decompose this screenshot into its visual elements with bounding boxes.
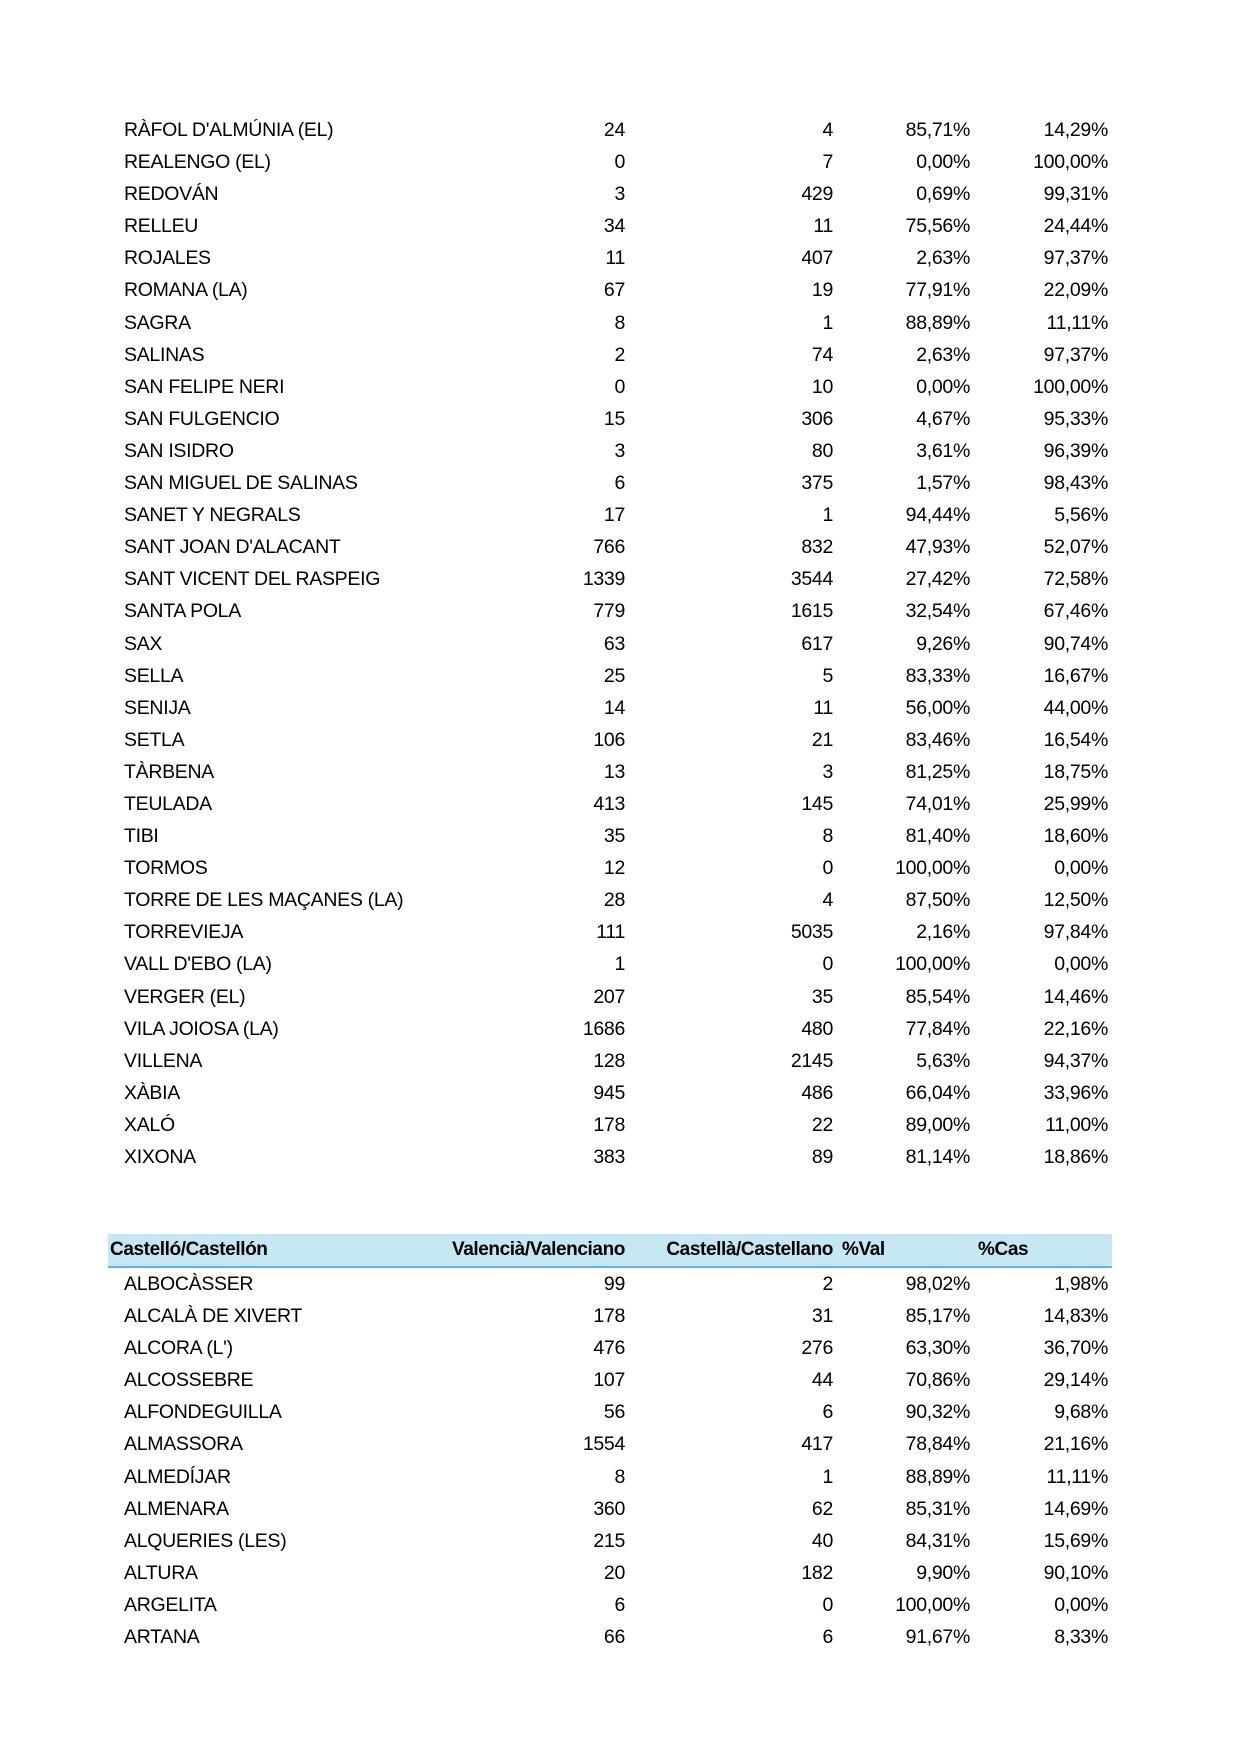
valenciano-cell: 111 [596,921,625,944]
header-municipality: Castelló/Castellón [110,1239,268,1260]
pct-cas-cell: 36,70% [1043,1337,1108,1360]
valenciano-cell: 0 [614,375,625,398]
valenciano-cell: 2 [614,343,625,366]
castellano-cell: 7 [822,151,833,174]
valenciano-cell: 6 [614,1593,625,1616]
table-row [108,371,1112,403]
valenciano-cell: 63 [603,632,625,655]
pct-cas-cell: 8,33% [1054,1626,1108,1649]
pct-val-cell: 85,54% [905,985,970,1008]
municipality-cell: ALQUERIES (LES) [124,1529,287,1552]
valenciano-cell: 0 [614,151,625,174]
pct-cas-cell: 97,84% [1043,921,1108,944]
municipality-cell: TEULADA [124,792,212,815]
pct-cas-cell: 12,50% [1043,889,1108,912]
table-row [108,339,1112,371]
castellano-cell: 11 [813,696,833,719]
municipality-cell: RÀFOL D'ALMÚNIA (EL) [124,119,334,141]
castellano-cell: 40 [811,1529,833,1552]
municipality-cell: XÀBIA [124,1081,180,1104]
municipality-cell: TÀRBENA [124,760,215,783]
table-row [108,916,1112,948]
pct-cas-cell: 98,43% [1043,472,1108,495]
municipality-cell: SETLA [124,728,185,751]
pct-cas-cell: 11,11% [1046,311,1108,334]
castellano-cell: 10 [811,375,833,398]
municipality-cell: VILA JOIOSA (LA) [124,1017,279,1040]
table-row [108,1077,1112,1109]
table-row [108,1268,1112,1300]
table-row [108,1109,1112,1141]
municipality-cell: SAGRA [124,311,191,334]
castellano-cell: 74 [811,343,833,366]
castellano-cell: 5035 [790,921,833,944]
pct-val-cell: 83,33% [905,664,970,687]
castellano-cell: 4 [822,119,833,141]
valenciano-cell: 17 [603,504,625,527]
castellano-cell: 306 [801,407,833,430]
table-body [108,1268,1112,1653]
castellano-cell: 22 [811,1113,833,1136]
valenciano-cell: 35 [603,825,625,848]
pct-cas-cell: 97,37% [1043,343,1108,366]
table-row [108,1013,1112,1045]
pct-cas-cell: 0,00% [1054,857,1108,880]
castellano-cell: 1 [822,1465,833,1488]
castellano-cell: 35 [811,985,833,1008]
table-row [108,1141,1112,1173]
pct-cas-cell: 67,46% [1043,600,1108,623]
castellano-cell: 19 [811,279,833,302]
pct-cas-cell: 90,74% [1043,632,1108,655]
pct-cas-cell: 18,75% [1043,760,1108,783]
municipality-cell: RELLEU [124,215,199,238]
table-row [108,628,1112,660]
valenciano-cell: 34 [603,215,625,238]
castellano-cell: 1 [822,504,833,527]
table-row [108,1364,1112,1396]
municipality-cell: ALCORA (L') [124,1337,233,1360]
castellano-cell: 8 [822,825,833,848]
municipality-cell: SAX [124,632,163,655]
pct-val-cell: 27,42% [905,568,970,591]
pct-val-cell: 70,86% [905,1369,970,1392]
castellano-cell: 407 [801,247,833,270]
valenciano-cell: 106 [593,728,625,751]
pct-val-cell: 85,71% [905,119,970,141]
pct-val-cell: 63,30% [905,1337,970,1360]
valenciano-cell: 945 [593,1081,625,1104]
pct-cas-cell: 44,00% [1043,696,1108,719]
municipality-cell: REDOVÁN [124,183,219,206]
pct-val-cell: 84,31% [905,1529,970,1552]
table-row [108,1557,1112,1589]
pct-val-cell: 77,91% [905,279,970,302]
pct-val-cell: 94,44% [905,504,970,527]
municipality-cell: TORREVIEJA [124,921,244,944]
castellano-cell: 375 [801,472,833,495]
valenciano-cell: 476 [593,1337,625,1360]
valenciano-cell: 99 [603,1273,625,1295]
pct-cas-cell: 24,44% [1043,215,1108,238]
table-row [108,1300,1112,1332]
valenciano-cell: 207 [593,985,625,1008]
pct-val-cell: 66,04% [905,1081,970,1104]
castellano-cell: 4 [822,889,833,912]
castellon-table [108,1234,1112,1653]
pct-cas-cell: 52,07% [1043,536,1108,559]
municipality-cell: ALFONDEGUILLA [124,1401,282,1424]
pct-cas-cell: 90,10% [1043,1561,1108,1584]
municipality-cell: ALMENARA [124,1497,229,1520]
valenciano-cell: 13 [603,760,625,783]
table-row [108,1396,1112,1428]
pct-val-cell: 3,61% [916,439,970,462]
pct-val-cell: 100,00% [895,953,970,976]
municipality-cell: REALENGO (EL) [124,151,271,174]
pct-cas-cell: 9,68% [1054,1401,1108,1424]
valenciano-cell: 8 [614,1465,625,1488]
valenciano-cell: 178 [593,1305,625,1328]
castellano-cell: 0 [822,953,833,976]
valenciano-cell: 66 [603,1626,625,1649]
castellano-cell: 832 [801,536,833,559]
pct-cas-cell: 33,96% [1043,1081,1108,1104]
castellano-cell: 80 [811,439,833,462]
table-row [108,1525,1112,1557]
pct-cas-cell: 14,29% [1043,119,1108,141]
valenciano-cell: 24 [603,119,625,141]
pct-val-cell: 2,63% [916,247,970,270]
table-row [108,788,1112,820]
castellano-cell: 276 [801,1337,833,1360]
pct-cas-cell: 22,16% [1043,1017,1108,1040]
castellano-cell: 21 [811,728,833,751]
pct-cas-cell: 29,14% [1043,1369,1108,1392]
pct-val-cell: 91,67% [905,1626,970,1649]
municipality-cell: SANET Y NEGRALS [124,504,301,527]
castellano-cell: 5 [822,664,833,687]
table-row [108,467,1112,499]
table-row [108,852,1112,884]
castellano-cell: 480 [801,1017,833,1040]
municipality-cell: TIBI [124,825,159,848]
valenciano-cell: 14 [603,696,625,719]
pct-val-cell: 83,46% [905,728,970,751]
valenciano-cell: 6 [614,472,625,495]
valenciano-cell: 766 [593,536,625,559]
municipality-cell: TORRE DE LES MAÇANES (LA) [124,889,404,912]
pct-cas-cell: 99,31% [1043,183,1108,206]
pct-cas-cell: 18,86% [1043,1146,1108,1168]
pct-val-cell: 77,84% [905,1017,970,1040]
table-row [108,499,1112,531]
table-row [108,756,1112,788]
table-row [108,1461,1112,1493]
municipality-cell: ALMEDÍJAR [124,1465,231,1488]
pct-cas-cell: 72,58% [1043,568,1108,591]
valenciano-cell: 11 [605,247,625,270]
municipality-cell: SAN ISIDRO [124,439,234,462]
valenciano-cell: 20 [603,1561,625,1584]
castellano-cell: 1 [822,311,833,334]
municipality-cell: SAN FULGENCIO [124,407,280,430]
table-row [108,178,1112,210]
castellano-cell: 0 [822,1593,833,1616]
table-row [108,692,1112,724]
pct-cas-cell: 18,60% [1043,825,1108,848]
pct-cas-cell: 94,37% [1043,1049,1108,1072]
table-row [108,1045,1112,1077]
pct-cas-cell: 14,83% [1043,1305,1108,1328]
pct-val-cell: 85,17% [905,1305,970,1328]
valenciano-cell: 128 [593,1049,625,1072]
valenciano-cell: 1554 [582,1433,625,1456]
castellano-cell: 1615 [790,600,833,623]
table-row [108,274,1112,306]
pct-cas-cell: 96,39% [1043,439,1108,462]
pct-val-cell: 89,00% [905,1113,970,1136]
castellano-cell: 429 [801,183,833,206]
pct-val-cell: 2,16% [916,921,970,944]
castellano-cell: 145 [801,792,833,815]
valenciano-cell: 8 [614,311,625,334]
pct-val-cell: 81,40% [905,825,970,848]
municipality-cell: SAN MIGUEL DE SALINAS [124,472,358,495]
municipality-cell: TORMOS [124,857,208,880]
castellano-cell: 6 [822,1626,833,1649]
table-row [108,563,1112,595]
pct-val-cell: 5,63% [916,1049,970,1072]
table-row [108,948,1112,980]
pct-cas-cell: 100,00% [1033,375,1108,398]
municipality-cell: VILLENA [124,1049,203,1072]
castellano-cell: 62 [811,1497,833,1520]
municipality-cell: SAN FELIPE NERI [124,375,285,398]
municipality-cell: ALMASSORA [124,1433,243,1456]
table-row [108,1621,1112,1653]
pct-cas-cell: 97,37% [1043,247,1108,270]
pct-val-cell: 1,57% [916,472,970,495]
municipality-cell: SANT JOAN D'ALACANT [124,536,341,559]
castellano-cell: 3544 [790,568,833,591]
municipality-cell: ALBOCÀSSER [124,1273,254,1295]
municipality-cell: SANTA POLA [124,600,241,623]
table-row [108,884,1112,916]
pct-cas-cell: 5,56% [1054,504,1108,527]
pct-cas-cell: 100,00% [1033,151,1108,174]
pct-val-cell: 32,54% [905,600,970,623]
pct-val-cell: 100,00% [895,857,970,880]
valenciano-cell: 1 [614,953,625,976]
pct-cas-cell: 25,99% [1043,792,1108,815]
pct-val-cell: 100,00% [895,1593,970,1616]
header-valenciano: Valencià/Valenciano [451,1239,625,1260]
pct-val-cell: 4,67% [916,407,970,430]
table-row [108,1493,1112,1525]
pct-cas-cell: 0,00% [1054,953,1108,976]
table-row [108,210,1112,242]
valenciano-cell: 383 [593,1146,625,1168]
municipality-cell: ROMANA (LA) [124,279,248,302]
valenciano-cell: 215 [593,1529,625,1552]
castellano-cell: 617 [801,632,833,655]
valenciano-cell: 3 [614,439,625,462]
pct-val-cell: 98,02% [905,1273,970,1295]
pct-cas-cell: 22,09% [1043,279,1108,302]
valenciano-cell: 107 [593,1369,625,1392]
valenciano-cell: 779 [593,600,625,623]
table-row [108,146,1112,178]
valenciano-cell: 360 [593,1497,625,1520]
castellano-cell: 89 [811,1146,833,1168]
header-pct-val: %Val [842,1239,885,1260]
table-row [108,820,1112,852]
pct-val-cell: 88,89% [905,1465,970,1488]
table-row [108,981,1112,1013]
table-row [108,531,1112,563]
valenciano-cell: 178 [593,1113,625,1136]
pct-cas-cell: 11,11% [1046,1465,1108,1488]
castellano-cell: 0 [822,857,833,880]
municipality-cell: ALTURA [124,1561,198,1584]
valenciano-cell: 3 [614,183,625,206]
municipality-cell: SALINAS [124,343,205,366]
pct-cas-cell: 16,67% [1043,664,1108,687]
castellano-cell: 11 [813,215,833,238]
valenciano-cell: 67 [603,279,625,302]
valenciano-cell: 28 [603,889,625,912]
pct-val-cell: 88,89% [905,311,970,334]
pct-val-cell: 74,01% [905,792,970,815]
castellano-cell: 486 [801,1081,833,1104]
pct-val-cell: 81,14% [905,1146,970,1168]
castellano-cell: 2 [822,1273,833,1295]
pct-cas-cell: 11,00% [1045,1113,1108,1136]
valenciano-cell: 12 [603,857,625,880]
municipality-cell: ARTANA [124,1626,200,1649]
pct-cas-cell: 14,46% [1043,985,1108,1008]
pct-val-cell: 85,31% [905,1497,970,1520]
pct-cas-cell: 14,69% [1043,1497,1108,1520]
table-row [108,242,1112,274]
castellano-cell: 417 [801,1433,833,1456]
municipality-cell: XALÓ [124,1113,175,1136]
pct-val-cell: 0,69% [916,183,970,206]
valenciano-cell: 15 [603,407,625,430]
table-row [108,595,1112,627]
municipality-cell: VALL D'EBO (LA) [124,953,272,976]
pct-val-cell: 56,00% [905,696,970,719]
castellano-cell: 3 [822,760,833,783]
municipality-cell: VERGER (EL) [124,985,246,1008]
pct-cas-cell: 15,69% [1043,1529,1108,1552]
table-row [108,1428,1112,1460]
pct-val-cell: 47,93% [905,536,970,559]
castellano-cell: 182 [801,1561,833,1584]
castellano-cell: 44 [811,1369,833,1392]
municipality-cell: SELLA [124,664,184,687]
municipality-cell: SANT VICENT DEL RASPEIG [124,568,381,591]
valenciano-cell: 413 [593,792,625,815]
pct-val-cell: 9,26% [916,632,970,655]
pct-val-cell: 0,00% [916,375,970,398]
municipality-cell: ROJALES [124,247,211,270]
table-row [108,114,1112,146]
municipality-cell: ALCOSSEBRE [124,1369,254,1392]
table-row [108,660,1112,692]
table-row [108,307,1112,339]
table-row [108,403,1112,435]
municipality-cell: XIXONA [124,1146,196,1168]
pct-cas-cell: 16,54% [1043,728,1108,751]
valenciano-cell: 56 [603,1401,625,1424]
pct-val-cell: 0,00% [916,151,970,174]
pct-cas-cell: 95,33% [1043,407,1108,430]
valenciano-cell: 1339 [582,568,625,591]
pct-cas-cell: 1,98% [1054,1273,1108,1295]
pct-val-cell: 2,63% [916,343,970,366]
pct-val-cell: 78,84% [905,1433,970,1456]
table-row [108,724,1112,756]
pct-val-cell: 9,90% [916,1561,970,1584]
table-row [108,1332,1112,1364]
header-castellano: Castellà/Castellano [666,1239,833,1260]
castellano-cell: 31 [811,1305,833,1328]
pct-cas-cell: 0,00% [1054,1593,1108,1616]
pct-val-cell: 75,56% [905,215,970,238]
table-header [108,1234,1112,1268]
municipality-cell: ARGELITA [124,1593,217,1616]
header-pct-cas: %Cas [978,1239,1029,1260]
valenciano-cell: 1686 [582,1017,625,1040]
pct-val-cell: 90,32% [905,1401,970,1424]
valenciano-cell: 25 [603,664,625,687]
alicante-table [108,114,1112,1173]
pct-cas-cell: 21,16% [1043,1433,1108,1456]
castellano-cell: 2145 [790,1049,833,1072]
table-row [108,1589,1112,1621]
table-row [108,435,1112,467]
castellano-cell: 6 [822,1401,833,1424]
municipality-cell: ALCALÀ DE XIVERT [124,1305,302,1328]
pct-val-cell: 81,25% [905,760,970,783]
municipality-cell: SENIJA [124,696,191,719]
pct-val-cell: 87,50% [905,889,970,912]
